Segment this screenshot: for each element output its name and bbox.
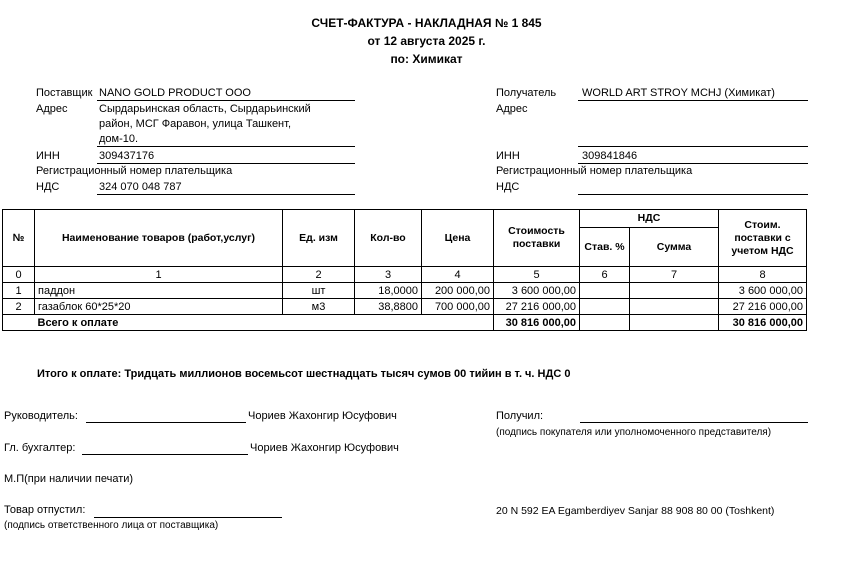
driver-contact: 20 N 592 EA Egamberdiyev Sanjar 88 908 80 00 (Toshkent) bbox=[496, 505, 775, 517]
buyer-inn: 309841846 bbox=[582, 150, 638, 162]
row-qty: 38,8800 bbox=[355, 299, 422, 315]
supplier-address-line3: дом-10. bbox=[99, 133, 139, 145]
supplier-name-underline bbox=[97, 100, 355, 101]
col-number: 8 bbox=[719, 267, 807, 283]
row-name: газаблок 60*25*20 bbox=[35, 299, 283, 315]
supplier-name: NANO GOLD PRODUCT OOO bbox=[99, 87, 251, 99]
total-vat-rate bbox=[580, 315, 630, 331]
col-number: 2 bbox=[283, 267, 355, 283]
received-note: (подпись покупателя или уполномоченного представителя) bbox=[496, 427, 772, 438]
supplier-inn-underline bbox=[97, 163, 355, 164]
items-table bbox=[2, 209, 807, 331]
table-row bbox=[3, 299, 807, 315]
stamp-note: М.П(при наличии печати) bbox=[4, 473, 134, 485]
col-number: 6 bbox=[580, 267, 630, 283]
col-number: 5 bbox=[494, 267, 580, 283]
total-row-spacer bbox=[3, 315, 35, 331]
row-vat-sum bbox=[630, 299, 719, 315]
header-vat: НДС bbox=[580, 210, 719, 228]
total-vat-sum bbox=[630, 315, 719, 331]
header-qty: Кол-во bbox=[355, 210, 422, 267]
col-number: 0 bbox=[3, 267, 35, 283]
table-row bbox=[3, 283, 807, 299]
col-number: 4 bbox=[422, 267, 494, 283]
accountant-name: Чориев Жахонгир Юсуфович bbox=[250, 442, 399, 454]
col-number: 7 bbox=[630, 267, 719, 283]
buyer-reg-label: Регистрационный номер плательщика bbox=[496, 165, 693, 177]
header-num: № bbox=[3, 210, 35, 267]
row-num: 2 bbox=[3, 299, 35, 315]
header-name: Наименование товаров (работ,услуг) bbox=[35, 210, 283, 267]
total-cost: 30 816 000,00 bbox=[494, 315, 580, 331]
row-price: 700 000,00 bbox=[422, 299, 494, 315]
row-vat-sum bbox=[630, 283, 719, 299]
header-total: Стоим. поставки с учетом НДС bbox=[719, 210, 807, 267]
row-cost: 3 600 000,00 bbox=[494, 283, 580, 299]
accountant-signature-line bbox=[82, 454, 248, 455]
buyer-inn-underline bbox=[578, 163, 808, 164]
buyer-name-underline bbox=[578, 100, 808, 101]
buyer-name: WORLD ART STROY MCHJ (Химикат) bbox=[582, 87, 775, 99]
column-number-row bbox=[3, 267, 807, 283]
released-signature-line bbox=[94, 517, 282, 518]
buyer-nds-label: НДС bbox=[496, 181, 520, 193]
received-label: Получил: bbox=[496, 410, 544, 422]
buyer-label: Получатель bbox=[496, 87, 557, 99]
col-number: 1 bbox=[35, 267, 283, 283]
row-vat-rate bbox=[580, 299, 630, 315]
row-unit: шт bbox=[283, 283, 355, 299]
supplier-nds: 324 070 048 787 bbox=[99, 181, 182, 193]
row-cost: 27 216 000,00 bbox=[494, 299, 580, 315]
header-vat-rate: Став. % bbox=[580, 228, 630, 267]
supplier-nds-label: НДС bbox=[36, 181, 60, 193]
header-vat-sum: Сумма bbox=[630, 228, 719, 267]
supplier-nds-underline bbox=[97, 194, 355, 195]
supplier-address-underline bbox=[97, 146, 355, 147]
supplier-inn-label: ИНН bbox=[36, 150, 60, 162]
received-signature-line bbox=[580, 422, 808, 423]
released-label: Товар отпустил: bbox=[4, 504, 86, 516]
buyer-address-underline bbox=[578, 146, 808, 147]
total-label: Всего к оплате bbox=[35, 315, 494, 331]
invoice-date: от 12 августа 2025 г. bbox=[367, 34, 486, 48]
supplier-inn: 309437176 bbox=[99, 150, 155, 162]
col-number: 3 bbox=[355, 267, 422, 283]
invoice-basis: по: Химикат bbox=[390, 52, 463, 66]
row-unit: м3 bbox=[283, 299, 355, 315]
supplier-reg-label: Регистрационный номер плательщика bbox=[36, 165, 233, 177]
director-name: Чориев Жахонгир Юсуфович bbox=[248, 410, 397, 422]
invoice-title: СЧЕТ-ФАКТУРА - НАКЛАДНАЯ № 1 845 bbox=[311, 16, 542, 30]
director-signature-line bbox=[86, 422, 246, 423]
accountant-label: Гл. бухгалтер: bbox=[4, 442, 76, 454]
row-num: 1 bbox=[3, 283, 35, 299]
row-total: 27 216 000,00 bbox=[719, 299, 807, 315]
supplier-address-line2: район, МСГ Фаравон, улица Ташкент, bbox=[99, 118, 292, 130]
row-total: 3 600 000,00 bbox=[719, 283, 807, 299]
buyer-address-label: Адрес bbox=[496, 103, 528, 115]
buyer-inn-label: ИНН bbox=[496, 150, 520, 162]
header-price: Цена bbox=[422, 210, 494, 267]
header-cost: Стоимость поставки bbox=[494, 210, 580, 267]
buyer-nds-underline bbox=[578, 194, 808, 195]
director-label: Руководитель: bbox=[4, 410, 78, 422]
row-qty: 18,0000 bbox=[355, 283, 422, 299]
supplier-address-line1: Сырдарьинская область, Сырдарьинский bbox=[99, 103, 311, 115]
supplier-address-label: Адрес bbox=[36, 103, 68, 115]
total-with-vat: 30 816 000,00 bbox=[719, 315, 807, 331]
total-row bbox=[3, 315, 807, 331]
row-name: паддон bbox=[35, 283, 283, 299]
header-unit: Ед. изм bbox=[283, 210, 355, 267]
row-vat-rate bbox=[580, 283, 630, 299]
supplier-label: Поставщик bbox=[36, 87, 93, 99]
released-note: (подпись ответственного лица от поставщика) bbox=[4, 520, 219, 531]
row-price: 200 000,00 bbox=[422, 283, 494, 299]
amount-in-words: Итого к оплате: Тридцать миллионов восемьсот шестнадцать тысяч сумов 00 тийин в т. ч. НДС 0 bbox=[37, 368, 571, 380]
